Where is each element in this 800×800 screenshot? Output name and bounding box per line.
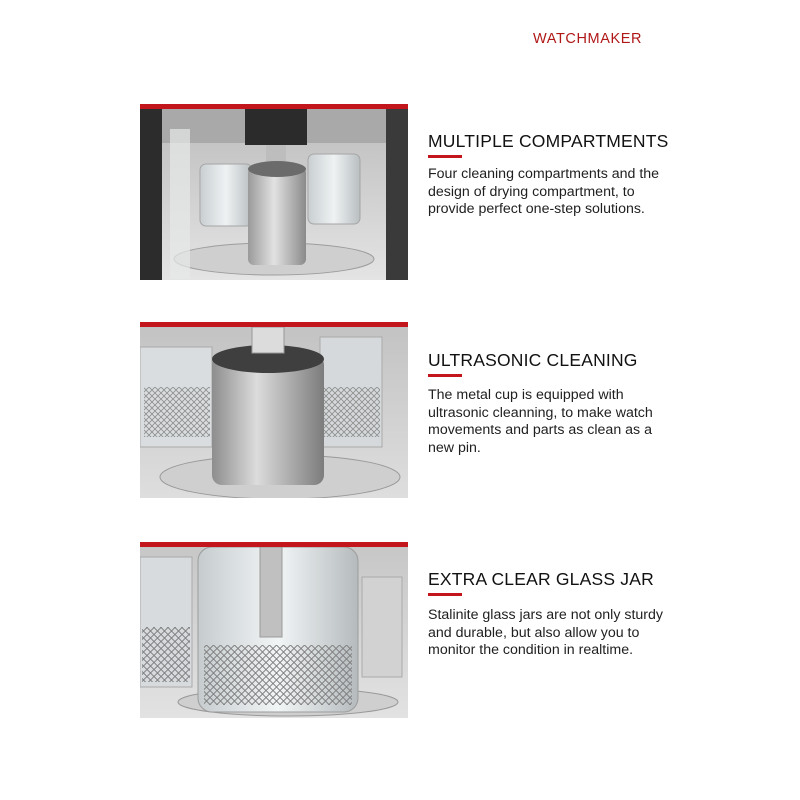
title-underline bbox=[428, 593, 462, 596]
feature-section-compartments bbox=[0, 104, 800, 284]
ultrasonic-photo bbox=[140, 322, 408, 498]
brand-label: WATCHMAKER bbox=[533, 31, 643, 47]
section-description: Stalinite glass jars are not only sturdy and durable, but also allow you to monitor the condition in realtime. bbox=[428, 607, 663, 658]
compartments-photo bbox=[140, 104, 408, 280]
title-underline bbox=[428, 374, 462, 377]
section-title: EXTRA CLEAR GLASS JAR bbox=[428, 569, 654, 589]
section-title: ULTRASONIC CLEANING bbox=[428, 350, 638, 370]
title-underline bbox=[428, 155, 462, 158]
machine-overview-image bbox=[140, 109, 408, 280]
metal-cup-image bbox=[140, 327, 408, 498]
feature-section-ultrasonic bbox=[0, 322, 800, 502]
glass-jar-photo bbox=[140, 542, 408, 718]
section-description: The metal cup is equipped with ultrasonic cleanning, to make watch movements and parts as clean as a new pin. bbox=[428, 387, 653, 456]
feature-section-glass-jar bbox=[0, 542, 800, 722]
section-description: Four cleaning compartments and the design of drying compartment, to provide perfect one-step solutions. bbox=[428, 166, 660, 217]
glass-jar-image bbox=[140, 547, 408, 718]
section-title: MULTIPLE COMPARTMENTS bbox=[428, 131, 669, 151]
